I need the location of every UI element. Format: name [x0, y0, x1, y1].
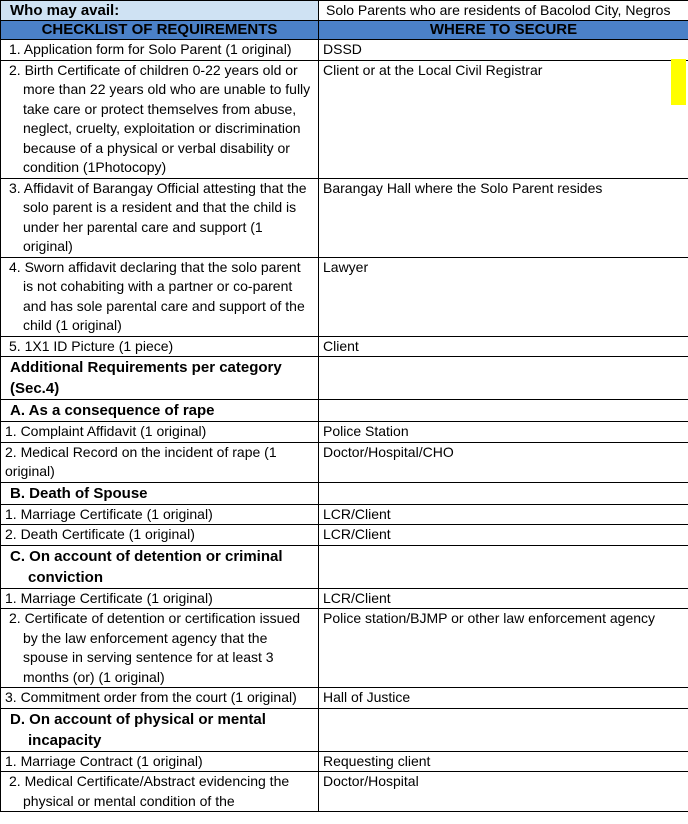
empty-cell	[319, 357, 688, 400]
source-cell: LCR/Client	[319, 525, 688, 546]
table-row	[1, 609, 688, 688]
requirement-cell: 4. Sworn affidavit declaring that the solo parent is not cohabiting with a partner or co-parent and has sole parental care and support of the child (1 original)	[1, 257, 319, 336]
source-cell: LCR/Client	[319, 588, 688, 609]
requirement-cell: 1. Marriage Certificate (1 original)	[1, 588, 319, 609]
source-cell: Hall of Justice	[319, 688, 688, 709]
table-row	[1, 178, 688, 257]
table-row	[1, 772, 688, 812]
yellow-highlight-mark	[671, 59, 686, 105]
category-b-title: B. Death of Spouse	[1, 482, 319, 504]
requirement-cell: 2. Birth Certificate of children 0-22 years old or more than 22 years old who are unable to fully take care or protect themselves from abuse, neglect, cruelty, exploitation or discrimination because of a physical or verbal disability or condition (1Photocopy)	[1, 60, 319, 178]
category-a-title: A. As a consequence of rape	[1, 400, 319, 422]
source-cell: Barangay Hall where the Solo Parent resides	[319, 178, 688, 257]
empty-cell	[319, 482, 688, 504]
table-row	[1, 525, 688, 546]
category-row	[1, 545, 688, 588]
source-cell: Police station/BJMP or other law enforcement agency	[319, 609, 688, 688]
requirement-cell: 1. Marriage Certificate (1 original)	[1, 504, 319, 525]
table-row	[1, 60, 688, 178]
table-row	[1, 442, 688, 482]
requirement-cell: 2. Medical Certificate/Abstract evidencing the physical or mental condition of the	[1, 772, 319, 812]
requirement-cell: 3. Commitment order from the court (1 original)	[1, 688, 319, 709]
category-d-title: D. On account of physical or mental incapacity	[1, 708, 319, 751]
table-row	[1, 688, 688, 709]
source-cell: DSSD	[319, 40, 688, 61]
source-cell: Requesting client	[319, 751, 688, 772]
table-row	[1, 257, 688, 336]
additional-requirements-row	[1, 357, 688, 400]
requirement-cell: 2. Death Certificate (1 original)	[1, 525, 319, 546]
source-cell: Doctor/Hospital/CHO	[319, 442, 688, 482]
table-row	[1, 504, 688, 525]
empty-cell	[319, 400, 688, 422]
table-row	[1, 40, 688, 61]
empty-cell	[319, 708, 688, 751]
category-row	[1, 482, 688, 504]
checklist-table	[0, 20, 688, 812]
source-cell: Doctor/Hospital	[319, 772, 688, 812]
checklist-header: CHECKLIST OF REQUIREMENTS	[1, 21, 319, 40]
empty-cell	[319, 545, 688, 588]
source-cell: Client or at the Local Civil Registrar	[319, 60, 688, 178]
category-row	[1, 400, 688, 422]
requirement-cell: 5. 1X1 ID Picture (1 piece)	[1, 336, 319, 357]
requirement-cell: 1. Marriage Contract (1 original)	[1, 751, 319, 772]
requirement-cell: 3. Affidavit of Barangay Official attesting that the solo parent is a resident and that the child is under her parental care and support (1 original)	[1, 178, 319, 257]
table-row	[1, 336, 688, 357]
requirement-cell: 1. Complaint Affidavit (1 original)	[1, 422, 319, 443]
requirement-cell: 2. Medical Record on the incident of rape (1 original)	[1, 442, 319, 482]
category-row	[1, 708, 688, 751]
table-row	[1, 422, 688, 443]
who-may-avail-value: Solo Parents who are residents of Bacolod City, Negros	[319, 1, 688, 40]
source-cell: Lawyer	[319, 257, 688, 336]
table-row	[1, 751, 688, 772]
table-row	[1, 588, 688, 609]
additional-requirements-heading: Additional Requirements per category (Sec.4)	[1, 357, 319, 400]
requirement-cell: 1. Application form for Solo Parent (1 original)	[1, 40, 319, 61]
category-c-title: C. On account of detention or criminal conviction	[1, 545, 319, 588]
requirement-cell: 2. Certificate of detention or certification issued by the law enforcement agency that the spouse in serving sentence for at least 3 months (or) (1 original)	[1, 609, 319, 688]
source-cell: Client	[319, 336, 688, 357]
where-to-secure-header: WHERE TO SECURE	[319, 21, 688, 40]
who-may-avail-label: Who may avail:	[1, 1, 319, 40]
table-header-row	[1, 21, 688, 40]
source-cell: Police Station	[319, 422, 688, 443]
source-cell: LCR/Client	[319, 504, 688, 525]
